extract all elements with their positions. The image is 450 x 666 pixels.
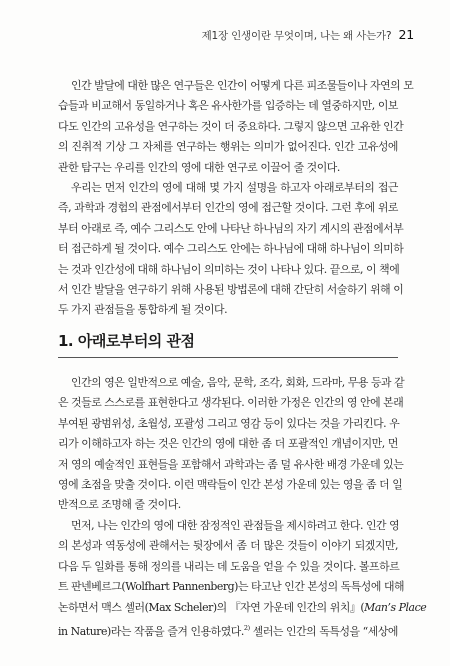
paragraph-tentative-views <box>58 516 427 638</box>
text-line: 인간 발달에 대한 많은 연구들은 인간이 어떻게 다른 피조물들이나 자연의 모 <box>71 79 414 92</box>
running-title: 제1장 인생이란 무엇이며, 나는 왜 사는가? <box>201 30 392 42</box>
text-line: 먼저, 나는 인간의 영에 대한 잠정적인 관점들을 제시하려고 한다. 인간 영 <box>71 519 400 532</box>
text-line: 터 접근하게 될 것이다. 예수 그리스도 안에는 하나님에 대해 하나님이 의미하 <box>58 242 404 256</box>
text-line: 은 것들로 스스로를 표현한다고 생각된다. 이러한 가정은 인간의 영 안에 본래 <box>58 396 404 410</box>
text-line: 의 진취적 기상 그 자체를 연구하는 행위는 의미가 없어진다. 인간 고유성에 <box>58 140 398 154</box>
text-segment: 셸러는 인간의 독특성을 “세상에 <box>249 624 398 638</box>
text-line: 습들과 비교해서 동일하거나 혹은 유사한가를 입증하는 데 열중하지만, 이보 <box>58 99 398 113</box>
text-line: 의 본성과 역동성에 관해서는 뒷장에서 좀 더 많은 것들이 이야기 되겠지만, <box>58 539 398 553</box>
text-line: 반적으로 조명해 줄 것이다. <box>58 498 181 512</box>
paragraph-approach <box>58 178 404 321</box>
text-line: 영에 초점을 맞출 것이다. 이런 맥락들이 인간 본성 가운데 있는 영을 좀 더 일 <box>58 477 403 491</box>
text-segment: in Nature)라는 작품을 즐겨 인용하였다. <box>58 624 244 638</box>
text-segment: 논하면서 맥스 셸러(Max Scheler)의 『자연 가운데 인간의 위치』( <box>58 600 365 614</box>
text-line: 리가 이해하고자 하는 것은 인간의 영에 대한 좀 더 포괄적인 개념이지만, 먼 <box>58 437 398 451</box>
page-number: 21 <box>398 27 414 42</box>
text-line: 즉, 과학과 경험의 관점에서부터 인간의 영에 접근할 것이다. 그런 후에 위로 <box>58 201 398 215</box>
text-line: 서 인간 발달을 연구하기 위해 사용된 방법론에 대해 간단히 서술하기 위해 이 <box>58 282 404 296</box>
text-line: 인간의 영은 일반적으로 예술, 음악, 문학, 조각, 회화, 드라마, 무용 등과 같 <box>71 376 405 389</box>
running-header <box>202 27 414 43</box>
text-line: 저 영의 예술적인 표현들을 포함해서 과학과는 좀 덜 유사한 배경 가운데 있는 <box>58 457 404 471</box>
text-line <box>58 618 398 638</box>
text-line: 다도 인간의 고유성을 연구하는 것이 더 중요하다. 그렇지 않으면 고유한 인간 <box>58 119 404 133</box>
book-title-italic: Man’s Place <box>364 600 427 614</box>
text-line: 는 것과 인간성에 대해 하나님이 의미하는 것이 나타나 있다. 끝으로, 이 책에 <box>58 262 400 276</box>
text-line: 우리는 먼저 인간의 영에 대해 몇 가지 설명을 하고자 아래로부터의 접근 <box>71 181 398 194</box>
footnote-reference[interactable]: 2) <box>243 623 250 632</box>
text-line: 트 판넨베르그(Wolfhart Pannenberg)는 타고난 인간 본성의 독특성에 대해 <box>58 580 405 594</box>
text-line <box>58 598 427 618</box>
text-line: 부여된 광범위성, 초월성, 포괄성 그리고 영감 등이 있다는 것을 가리킨다. 우 <box>58 416 400 430</box>
section-title: 1. 아래로부터의 관점 <box>58 332 195 350</box>
text-line: 부터 아래로 즉, 예수 그리스도 안에 나타난 하나님의 자기 계시의 관점에서부 <box>58 221 404 235</box>
text-line: 두 가지 관점들을 통합하게 될 것이다. <box>58 303 228 317</box>
paragraph-spirit-expression <box>58 373 405 516</box>
section-divider <box>58 357 398 358</box>
text-line: 관한 탐구는 우리를 인간의 영에 대한 연구로 이끌어 줄 것이다. <box>58 160 340 174</box>
text-line: 다음 두 일화를 통해 정의를 내리는 데 도움을 얻을 수 있을 것이다. 볼프하르 <box>58 559 400 573</box>
paragraph-intro <box>58 76 414 178</box>
